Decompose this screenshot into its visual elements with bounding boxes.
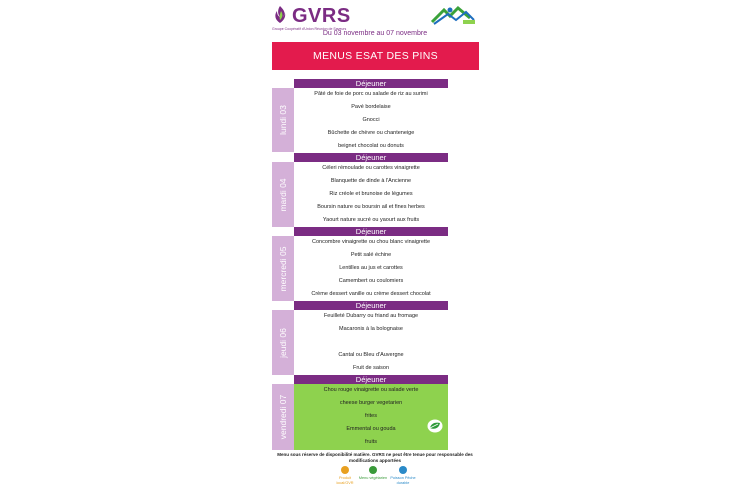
menu-item: Lentilles au jus et carottes <box>339 265 403 271</box>
menu-item: frites <box>365 413 377 419</box>
meal-header: Déjeuner <box>294 79 448 88</box>
menu-item: Bûchette de chèvre ou chanteneige <box>327 130 415 136</box>
menu-title-banner: MENUS ESAT DES PINS <box>272 42 479 70</box>
menu-item: Feuilleté Dubarry ou friand au fromage <box>323 313 419 319</box>
disclaimer-note: Menu sous réserve de disponibilité matière. GVRS ne peut être tenue pour responsable des modifications apportées <box>277 452 473 463</box>
day-label: vendredi 07 <box>278 394 288 440</box>
menu-item: Riz créole et brunoise de légumes <box>329 191 413 197</box>
menu-item: Cantal ou Bleu d'Auvergne <box>338 352 404 358</box>
partner-badge-icon <box>430 4 476 26</box>
day-column-vendredi <box>272 384 294 450</box>
gvrs-logo <box>272 5 362 33</box>
day-column-jeudi <box>272 310 294 375</box>
menu-item: fruits <box>365 439 377 445</box>
menu-item: cheese burger vegetarien <box>339 400 403 406</box>
day-column-mercredi <box>272 236 294 301</box>
day-column-lundi <box>272 88 294 152</box>
fish-icon <box>399 466 407 474</box>
meal-header: Déjeuner <box>294 227 448 236</box>
menu-item <box>294 336 448 349</box>
vegetarian-leaf-icon <box>427 419 443 433</box>
menu-item: Fruit de saison <box>352 365 390 371</box>
legend-local-product <box>330 466 360 485</box>
legend-sustainable-fish <box>388 466 418 485</box>
legend-label: Poisson Pêche durable <box>390 476 416 485</box>
menu-item: Chou rouge vinaigrette ou salade verte <box>323 387 419 393</box>
menu-item: Emmental ou gouda <box>346 426 396 432</box>
menu-item: Boursin nature ou boursin ail et fines herbes <box>317 204 425 210</box>
menu-item: Blanquette de dinde à l'Ancienne <box>330 178 412 184</box>
logo-text: GVRS <box>292 5 351 27</box>
menu-item: Macaronis à la bolognaise <box>339 326 403 332</box>
day-label: jeudi 06 <box>278 327 288 358</box>
menu-item: Petit salé échine <box>350 252 392 258</box>
vegetarian-icon <box>369 466 377 474</box>
meal-header: Déjeuner <box>294 301 448 310</box>
local-product-icon <box>341 466 349 474</box>
menu-item: Yaourt nature sucré ou yaourt aux fruits <box>322 217 420 223</box>
menu-item: beignet chocolat ou donuts <box>338 143 404 149</box>
menu-item: Gnocci <box>362 117 380 123</box>
logo-subtitle: Groupe Coopératif d'Union Réunion de Saveurs <box>272 27 347 31</box>
legend-label: Menu végétarien <box>358 476 388 480</box>
legend-label: Produit local/GVR <box>336 476 354 485</box>
menu-item: Céleri rémoulade ou carottes vinaigrette <box>322 165 420 171</box>
menu-item: Pâté de foie de porc ou salade de riz au surimi <box>314 91 428 97</box>
legend-vegetarian <box>358 466 388 481</box>
meal-header: Déjeuner <box>294 375 448 384</box>
meal-header: Déjeuner <box>294 153 448 162</box>
date-range: Du 03 novembre au 07 novembre <box>322 30 428 37</box>
menu-item: Pavé bordelaise <box>351 104 391 110</box>
menu-item: Crème dessert vanille ou crème dessert chocolat <box>311 291 431 297</box>
menu-item: Camembert ou coulomiers <box>338 278 404 284</box>
day-label: mardi 04 <box>278 177 288 212</box>
flame-icon <box>272 5 288 25</box>
day-column-mardi <box>272 162 294 227</box>
day-label: mercredi 05 <box>278 246 288 291</box>
day-label: lundi 03 <box>278 105 288 135</box>
menu-item: Concombre vinaigrette ou chou blanc vinaigrette <box>311 239 430 245</box>
